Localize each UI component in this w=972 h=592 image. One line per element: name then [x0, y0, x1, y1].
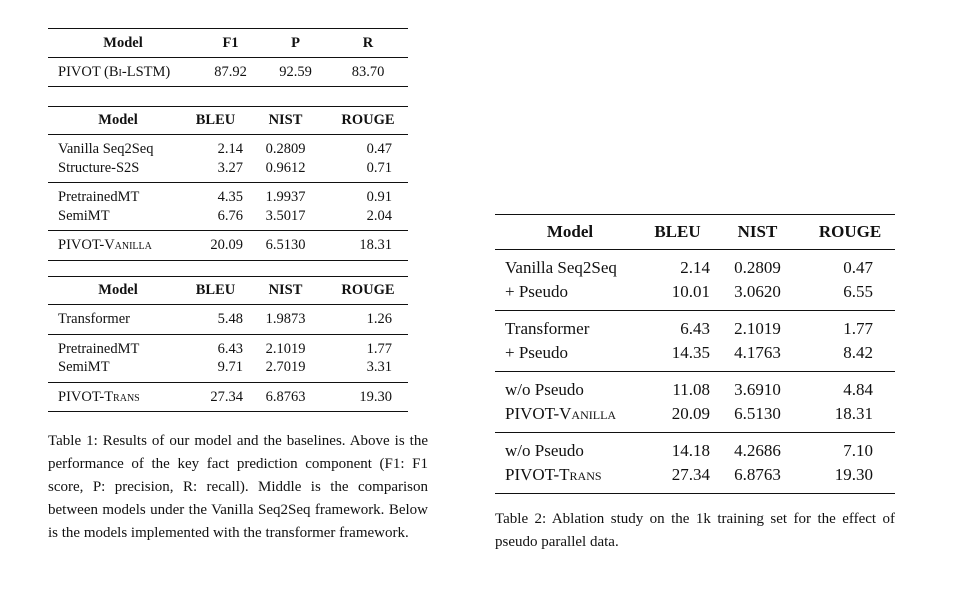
value-cell: 6.8763: [710, 463, 805, 494]
value-cell: 0.47: [366, 141, 392, 157]
table-row: [48, 382, 408, 412]
table-row: [495, 433, 895, 464]
value-cell: 14.18: [671, 441, 710, 460]
value-cell: 6.76: [188, 207, 243, 231]
table-row: [48, 58, 408, 87]
header-cell: NIST: [243, 107, 328, 135]
table-header-row: [48, 107, 408, 135]
model-cell: SemiMT: [48, 358, 188, 382]
value-cell: 18.31: [805, 402, 895, 433]
header-cell: R: [328, 29, 408, 58]
header-cell: Model: [48, 107, 188, 135]
model-cell: Vanilla Seq2Seq: [505, 258, 617, 277]
model-cell: w/o Pseudo: [505, 380, 584, 399]
value-cell: 7.10: [843, 441, 873, 460]
header-cell: BLEU: [188, 107, 243, 135]
header-cell: Model: [495, 215, 645, 250]
value-cell: 11.08: [672, 380, 710, 399]
value-cell: 2.1019: [265, 340, 306, 357]
value-cell: 3.27: [188, 159, 243, 183]
model-cell: PIVOT-Vanilla: [48, 231, 188, 261]
value-cell: 3.5017: [243, 207, 328, 231]
value-cell: 6.8763: [243, 382, 328, 412]
value-cell: 8.42: [805, 341, 895, 372]
model-cell: SemiMT: [48, 207, 188, 231]
value-cell: 19.30: [328, 382, 408, 412]
value-cell: 3.0620: [710, 280, 805, 311]
header-cell: ROUGE: [328, 107, 408, 135]
value-cell: 4.1763: [710, 341, 805, 372]
value-cell: 20.09: [645, 402, 710, 433]
table1-vanilla-table: [48, 106, 408, 261]
value-cell: 2.14: [680, 258, 710, 277]
table-header-row: [48, 277, 408, 305]
model-cell: PIVOT (Bi-LSTM): [48, 58, 198, 87]
value-cell: 3.6910: [734, 380, 781, 399]
value-cell: 14.35: [645, 341, 710, 372]
table-row: [495, 402, 895, 433]
table-row: [48, 183, 408, 207]
value-cell: 10.01: [645, 280, 710, 311]
table1-caption: Table 1: Results of our model and the baselines. Above is the performance of the key fact prediction component (F1: F1 score, P: precision, R: recall). Middle is the comparison between models under the Vanilla Seq2Seq framework. Below is the models implemented with the transformer framework.: [48, 433, 428, 541]
value-cell: 0.71: [328, 159, 408, 183]
value-cell: 4.2686: [734, 441, 781, 460]
model-cell: w/o Pseudo: [505, 441, 584, 460]
header-cell: ROUGE: [805, 215, 895, 250]
model-cell: + Pseudo: [495, 280, 645, 311]
value-cell: 27.34: [188, 382, 243, 412]
value-cell: 6.5130: [243, 231, 328, 261]
value-cell: 9.71: [188, 358, 243, 382]
value-cell: 2.04: [328, 207, 408, 231]
value-cell: 1.77: [843, 319, 873, 338]
value-cell: 20.09: [188, 231, 243, 261]
model-cell: + Pseudo: [495, 341, 645, 372]
value-cell: 87.92: [198, 58, 263, 87]
table2-caption: Table 2: Ablation study on the 1k training set for the effect of pseudo parallel data.: [495, 511, 895, 550]
value-cell: 4.84: [843, 380, 873, 399]
value-cell: 6.5130: [710, 402, 805, 433]
table1-key-fact-table: [48, 28, 408, 87]
table-row: [495, 280, 895, 311]
value-cell: 2.14: [217, 141, 243, 157]
header-cell: BLEU: [645, 215, 710, 250]
header-cell: ROUGE: [328, 277, 408, 305]
header-cell: Model: [48, 277, 188, 305]
model-cell: Vanilla Seq2Seq: [58, 141, 154, 157]
header-cell: P: [263, 29, 328, 58]
value-cell: 27.34: [645, 463, 710, 494]
value-cell: 1.9937: [265, 189, 306, 205]
table-row: [48, 358, 408, 382]
header-cell: NIST: [710, 215, 805, 250]
value-cell: 6.43: [680, 319, 710, 338]
header-cell: BLEU: [188, 277, 243, 305]
table-row: [495, 250, 895, 281]
value-cell: 2.7019: [243, 358, 328, 382]
header-cell: Model: [48, 29, 198, 58]
table-row: [48, 135, 408, 159]
value-cell: 0.2809: [265, 141, 306, 157]
table-row: [48, 207, 408, 231]
value-cell: 1.77: [366, 340, 392, 357]
value-cell: 5.48: [188, 305, 243, 335]
value-cell: 6.55: [805, 280, 895, 311]
value-cell: 0.47: [843, 258, 873, 277]
value-cell: 19.30: [805, 463, 895, 494]
value-cell: 0.91: [366, 189, 392, 205]
value-cell: 0.9612: [243, 159, 328, 183]
model-cell: Structure-S2S: [48, 159, 188, 183]
table2-ablation-table: [495, 214, 895, 494]
value-cell: 3.31: [328, 358, 408, 382]
value-cell: 1.9873: [243, 305, 328, 335]
model-cell: Transformer: [505, 319, 590, 338]
table-row: [48, 231, 408, 261]
table-header-row: [495, 215, 895, 250]
value-cell: 2.1019: [734, 319, 781, 338]
table-header-row: [48, 29, 408, 58]
table-row: [495, 341, 895, 372]
value-cell: 6.43: [217, 340, 243, 357]
value-cell: 92.59: [263, 58, 328, 87]
table-row: [48, 305, 408, 335]
model-cell: PIVOT-Trans: [48, 382, 188, 412]
header-cell: NIST: [243, 277, 328, 305]
model-cell: PIVOT-Trans: [495, 463, 645, 494]
model-cell: Transformer: [48, 305, 188, 335]
value-cell: 1.26: [328, 305, 408, 335]
table1-transformer-table: [48, 276, 408, 412]
value-cell: 4.35: [217, 189, 243, 205]
table-row: [495, 311, 895, 342]
table-row: [48, 159, 408, 183]
value-cell: 83.70: [328, 58, 408, 87]
table-row: [495, 372, 895, 403]
table-row: [495, 463, 895, 494]
value-cell: 18.31: [328, 231, 408, 261]
model-cell: PIVOT-Vanilla: [495, 402, 645, 433]
table-row: [48, 334, 408, 358]
header-cell: F1: [198, 29, 263, 58]
value-cell: 0.2809: [734, 258, 781, 277]
model-cell: PretrainedMT: [58, 189, 140, 205]
model-cell: PretrainedMT: [58, 340, 140, 357]
